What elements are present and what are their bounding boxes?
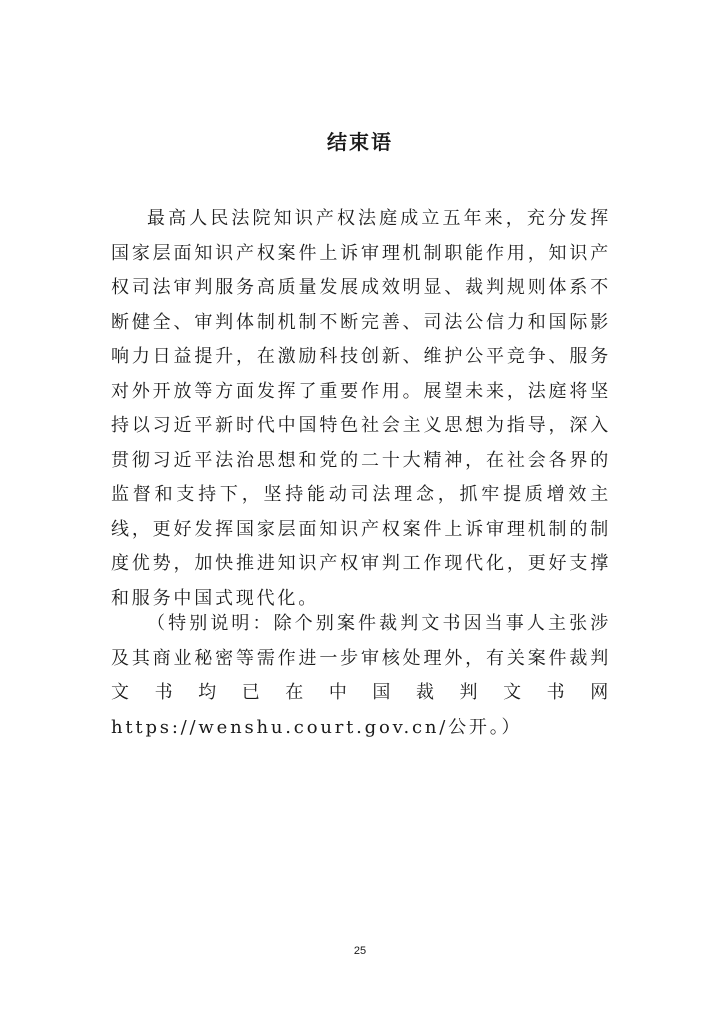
section-title: 结束语 <box>327 130 393 154</box>
body-paragraph-conclusion: 最高人民法院知识产权法庭成立五年来，充分发挥国家层面知识产权案件上诉审理机制职能作用，知识产权司法审判服务高质量发展成效明显、裁判规则体系不断健全、审判体制机制不断完善、司法公信力和国际影响力日益提升，在激励科技创新、维护公平竞争、服务对外开放等方面发挥了重要作用。展望未来，法庭将坚持以习近平新时代中国特色社会主义思想为指导，深入贯彻习近平法治思想和党的二十大精神，在社会各界的监督和支持下，坚持能动司法理念，抓牢提质增效主线，更好发挥国家层面知识产权案件上诉审理机制的制度优势，加快推进知识产权审判工作现代化，更好支撑和服务中国式现代化。 <box>111 208 611 609</box>
body-paragraph-note: （特别说明：除个别案件裁判文书因当事人主张涉及其商业秘密等需作进一步审核处理外，有关案件裁判文书均已在中国裁判文书网 https://wenshu.court.gov.cn/公开。） <box>111 613 611 738</box>
page-number: 25 <box>353 945 367 957</box>
